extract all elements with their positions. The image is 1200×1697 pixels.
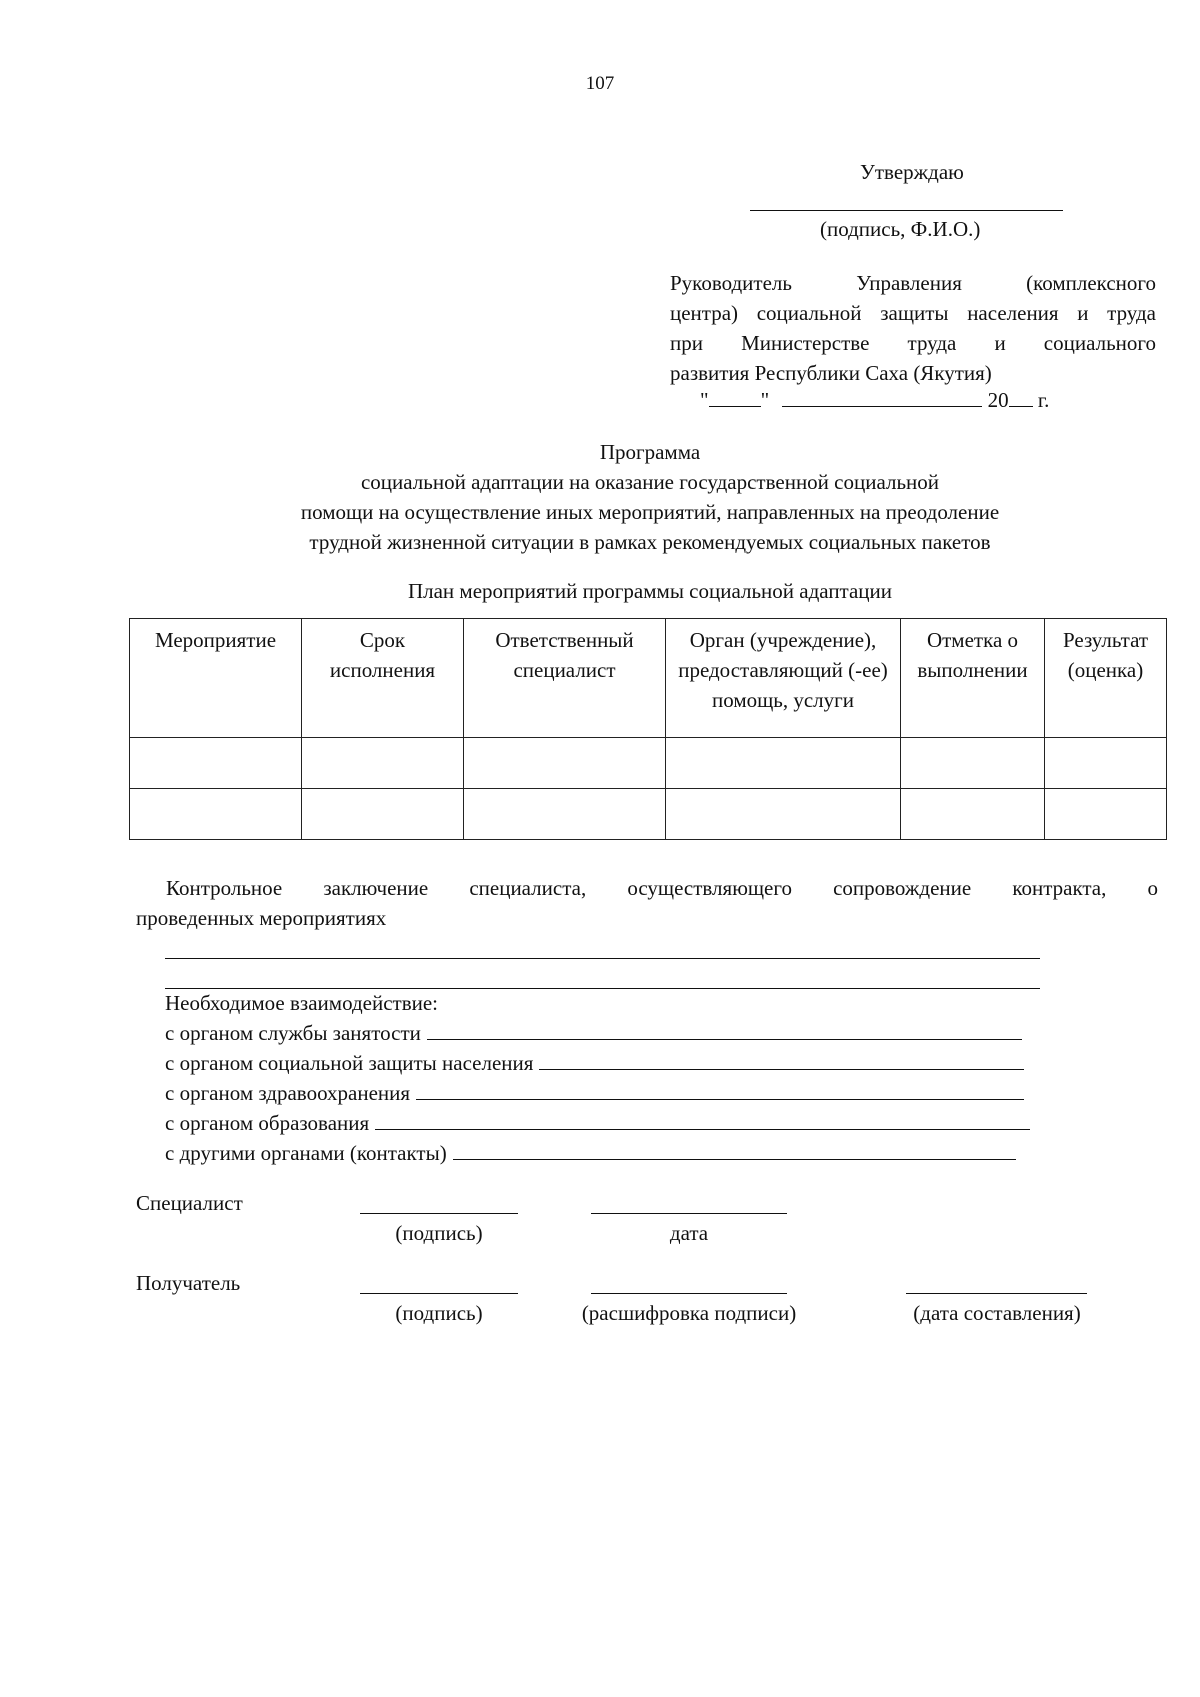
table-cell[interactable] — [1045, 738, 1167, 789]
approver-signature-line[interactable] — [750, 210, 1063, 211]
column-header: Мероприятие — [130, 619, 302, 738]
table-row — [130, 789, 1167, 840]
interaction-blank[interactable] — [375, 1109, 1030, 1130]
date-open-quote: " — [700, 388, 709, 412]
table-cell[interactable] — [666, 738, 901, 789]
approver-position-line: развития Республики Саха (Якутия) — [670, 361, 992, 385]
table-cell[interactable] — [464, 789, 666, 840]
program-title-line: социальной адаптации на оказание государственной социальной — [360, 470, 940, 494]
recipient-date-caption: (дата составления) — [913, 1301, 1081, 1325]
interaction-blank[interactable] — [427, 1019, 1022, 1040]
month-blank[interactable] — [782, 388, 982, 407]
conclusion-line: проведенных мероприятиях — [136, 906, 387, 930]
specialist-date-caption: дата — [669, 1221, 709, 1245]
year-blank[interactable] — [1009, 388, 1033, 407]
recipient-decode-line[interactable] — [591, 1293, 787, 1294]
specialist-date-line[interactable] — [591, 1213, 787, 1214]
table-cell[interactable] — [302, 789, 464, 840]
table-header-row — [130, 619, 1167, 738]
recipient-signature-caption: (подпись) — [395, 1301, 483, 1325]
interaction-item — [165, 1048, 1030, 1078]
interaction-item-label: с органом образования — [165, 1111, 370, 1135]
date-close-quote: " — [760, 388, 770, 412]
column-header: Результат (оценка) — [1045, 619, 1167, 738]
interaction-item-label: с органом социальной защиты населения — [165, 1051, 534, 1075]
table-cell[interactable] — [1045, 789, 1167, 840]
table-cell[interactable] — [302, 738, 464, 789]
approver-position-line: центра) социальной защиты населения и труда — [670, 301, 1156, 325]
interaction-item — [165, 1138, 1030, 1168]
column-header: Срок исполнения — [302, 619, 464, 738]
table-cell[interactable] — [130, 738, 302, 789]
interaction-blank[interactable] — [453, 1139, 1016, 1160]
day-blank[interactable] — [709, 388, 761, 407]
approver-signature-caption: (подпись, Ф.И.О.) — [820, 217, 981, 241]
year-suffix: г. — [1037, 388, 1050, 412]
conclusion-line: Контрольное заключение специалиста, осуществляющего сопровождение контракта, о — [166, 876, 1158, 900]
approver-position — [670, 268, 1156, 388]
program-title-line: Программа — [599, 440, 701, 464]
plan-title: План мероприятий программы социальной адаптации — [407, 579, 893, 603]
recipient-decode-caption: (расшифровка подписи) — [581, 1301, 797, 1325]
interaction-blank[interactable] — [539, 1049, 1024, 1070]
plan-table — [129, 618, 1167, 840]
approve-label: Утверждаю — [860, 160, 964, 184]
recipient-signature-line[interactable] — [360, 1293, 518, 1294]
recipient-label: Получатель — [136, 1271, 241, 1295]
table-cell[interactable] — [901, 789, 1045, 840]
specialist-signature-line[interactable] — [360, 1213, 518, 1214]
table-cell[interactable] — [666, 789, 901, 840]
interaction-blank[interactable] — [416, 1079, 1024, 1100]
control-conclusion — [136, 873, 1158, 933]
column-header: Орган (учреждение), предоставляющий (-ее) помощь, услуги — [666, 619, 901, 738]
table-cell[interactable] — [901, 738, 1045, 789]
approval-date — [700, 387, 1049, 414]
interaction-item-label: с органом здравоохранения — [165, 1081, 411, 1105]
table-row — [130, 738, 1167, 789]
year-prefix: 20 — [987, 388, 1009, 412]
approver-position-line: при Министерстве труда и социального — [670, 331, 1156, 355]
specialist-signature-caption: (подпись) — [395, 1221, 483, 1245]
conclusion-blank-line[interactable] — [165, 958, 1040, 959]
interaction-item — [165, 1078, 1030, 1108]
program-title-line: помощи на осуществление иных мероприятий, направленных на преодоление — [300, 500, 1000, 524]
table-cell[interactable] — [130, 789, 302, 840]
interaction-heading: Необходимое взаимодействие: — [165, 991, 439, 1015]
interaction-item-label: с органом службы занятости — [165, 1021, 421, 1045]
column-header: Отметка о выполнении — [901, 619, 1045, 738]
interaction-item — [165, 1018, 1030, 1048]
interaction-item-label: с другими органами (контакты) — [165, 1141, 447, 1165]
column-header: Ответственный специалист — [464, 619, 666, 738]
interaction-section — [165, 988, 1030, 1168]
recipient-date-line[interactable] — [906, 1293, 1087, 1294]
program-title — [0, 437, 1200, 557]
interaction-item — [165, 1108, 1030, 1138]
table-cell[interactable] — [464, 738, 666, 789]
approver-position-line: Руководитель Управления (комплексного — [670, 271, 1156, 295]
program-title-line: трудной жизненной ситуации в рамках рекомендуемых социальных пакетов — [309, 530, 991, 554]
specialist-label: Специалист — [136, 1191, 243, 1215]
page-number: 107 — [585, 73, 615, 94]
